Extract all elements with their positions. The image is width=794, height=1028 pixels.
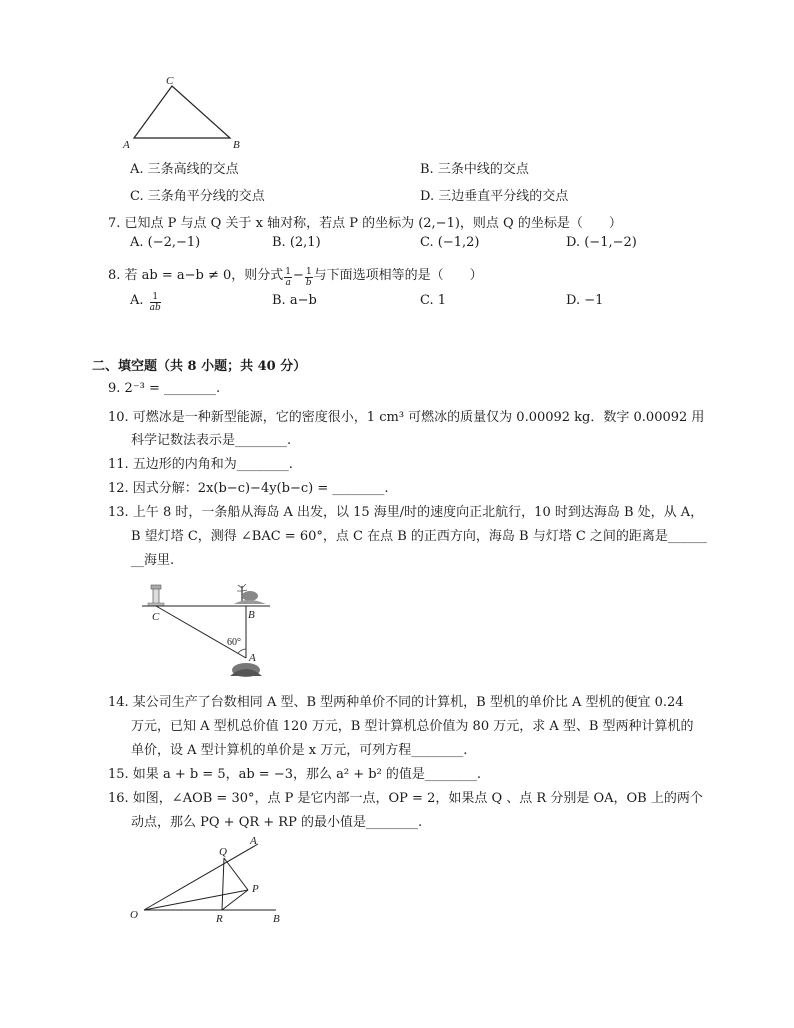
q14-line2: 万元，已知 A 型机总价值 120 万元，B 型计算机总价值为 80 万元，求 A 型、B 型两种计算机的 (131, 719, 694, 734)
q7-option-a: A. (−2,−1) (130, 235, 201, 250)
q12-text: 12. 因式分解：2x(b−c)−4y(b−c) = ________. (108, 481, 389, 496)
q7-option-c: C. (−1,2) (420, 235, 480, 250)
triangle-label-a: A (123, 139, 130, 151)
segment-qr (222, 858, 224, 910)
q7-stem: 7. 已知点 P 与点 Q 关于 x 轴对称，若点 P 的坐标为 (2,−1)，则点 Q 的坐标是（ ） (108, 216, 622, 231)
q13-line2: B 望灯塔 C，测得 ∠BAC = 60°，点 C 在点 B 的正西方向，海岛 B 与灯塔 C 之间的距离是______ (131, 529, 707, 544)
q8-a-num: 1 (150, 292, 161, 303)
q9-text: 9. 2⁻³ = ________. (108, 381, 221, 396)
q6-option-b: B. 三条中线的交点 (420, 162, 529, 177)
map-angle-label: 60° (227, 637, 241, 648)
angle-label-b: B (273, 913, 280, 925)
triangle-label-c: C (166, 75, 174, 87)
line-ca (156, 606, 246, 658)
q6-option-a: A. 三条高线的交点 (130, 162, 239, 177)
q8-fraction-1a (284, 267, 292, 288)
q8-minus: − (293, 268, 304, 283)
q6-option-d: D. 三边垂直平分线的交点 (420, 189, 569, 204)
angle-mark (238, 649, 246, 653)
q8-frac2-num: 1 (305, 267, 312, 277)
q8-option-a-label: A. (130, 293, 144, 308)
q8-a-den: ab (149, 303, 161, 313)
angle-figure (126, 830, 296, 928)
q8-suffix: 与下面选项相等的是（ ） (313, 268, 483, 283)
map-label-b: B (248, 609, 255, 621)
q13-line3: __海里. (131, 553, 175, 568)
triangle-abc (134, 86, 230, 138)
q10-line1: 10. 可燃冰是一种新型能源，它的密度很小，1 cm³ 可燃冰的质量仅为 0.00092 kg．数字 0.00092 用 (108, 410, 705, 425)
q8-option-c: C. 1 (420, 293, 447, 308)
section2-title: 二、填空题（共 8 小题；共 40 分） (92, 359, 307, 374)
q10-line2: 科学记数法表示是________. (131, 433, 292, 448)
triangle-figure (118, 72, 248, 154)
q8-frac2-den: b (305, 278, 312, 288)
q11-text: 11. 五边形的内角和为________. (108, 457, 293, 472)
q14-line1: 14. 某公司生产了台数相同 A 型、B 型两种单价不同的计算机，B 型机的单价比 A 型机的便宜 0.24 (108, 695, 684, 710)
lighthouse-figure (138, 582, 278, 686)
q14-line3: 单价，设 A 型计算机的单价是 x 万元，可列方程________. (131, 743, 468, 758)
q8-prefix: 8. 若 ab = a−b ≠ 0，则分式 (108, 268, 284, 283)
angle-label-p: P (252, 883, 259, 895)
island-a-icon (230, 663, 262, 677)
q7-option-b: B. (2,1) (272, 235, 321, 250)
triangle-label-b: B (233, 139, 240, 151)
angle-label-r: R (216, 913, 223, 925)
segment-qp (224, 858, 248, 890)
angle-label-q: Q (219, 846, 227, 858)
ray-oa (144, 844, 258, 910)
q8-stem (108, 264, 483, 288)
q16-line2: 动点，那么 PQ + QR + RP 的最小值是________. (131, 815, 423, 830)
lighthouse-icon (148, 585, 164, 606)
q6-option-c: C. 三条角平分线的交点 (130, 189, 265, 204)
map-label-c: C (152, 611, 160, 623)
q16-line1: 16. 如图，∠AOB = 30°，点 P 是它内部一点，OP = 2，如果点 Q 、点 R 分别是 OA，OB 上的两个 (108, 791, 703, 806)
angle-label-o: O (130, 909, 138, 921)
q8-frac1-num: 1 (285, 267, 292, 277)
segment-op (144, 890, 248, 910)
q13-line1: 13. 上午 8 时，一条船从海岛 A 出发，以 15 海里/时的速度向正北航行，10 时到达海岛 B 处，从 A， (108, 505, 704, 520)
q8-option-d: D. −1 (566, 293, 604, 308)
island-b-icon (234, 584, 266, 604)
q8-option-b: B. a−b (272, 293, 317, 308)
angle-label-a: A (250, 835, 257, 847)
map-label-a: A (249, 652, 256, 664)
q8-option-a-fraction (150, 292, 161, 313)
q8-option-a (130, 292, 161, 313)
q15-text: 15. 如果 a + b = 5，ab = −3，那么 a² + b² 的值是________. (108, 767, 482, 782)
q7-option-d: D. (−1,−2) (566, 235, 637, 250)
q8-fraction-1b (305, 267, 313, 288)
q8-frac1-den: a (285, 278, 291, 288)
